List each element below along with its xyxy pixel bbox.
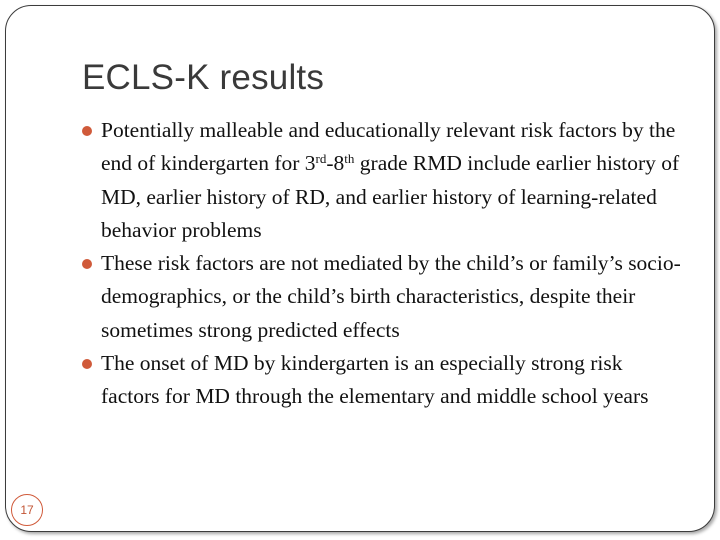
bullet-dot-icon bbox=[82, 126, 92, 136]
bullet-2-text: These risk factors are not mediated by the child’s or family’s socio-demographics, or the child’s birth characteristics, despite their sometimes strong predicted effects bbox=[101, 251, 681, 342]
bullet-list bbox=[82, 114, 682, 414]
bullet-dot-icon bbox=[82, 359, 92, 369]
slide-title: ECLS-K results bbox=[82, 58, 325, 97]
bullet-1-text-mid: -8 bbox=[326, 151, 345, 176]
bullet-item-1 bbox=[82, 114, 682, 247]
bullet-dot-icon bbox=[82, 259, 92, 269]
bullet-3-text: The onset of MD by kindergarten is an especially strong risk factors for MD through the elementary and middle school years bbox=[101, 351, 649, 409]
bullet-item-2 bbox=[82, 247, 682, 347]
bullet-1-sup-th: th bbox=[344, 151, 355, 167]
bullet-item-3 bbox=[82, 347, 682, 414]
bullet-1-text-post: grade RMD include earlier history of MD, earlier history of RD, and earlier history of learning-related behavior problems bbox=[101, 151, 680, 242]
bullet-1-sup-rd: rd bbox=[315, 151, 327, 167]
bullet-1-text-pre: Potentially malleable and educationally relevant risk factors by the end of kindergarten for 3 bbox=[101, 118, 676, 176]
page-number-badge: 17 bbox=[11, 494, 43, 526]
